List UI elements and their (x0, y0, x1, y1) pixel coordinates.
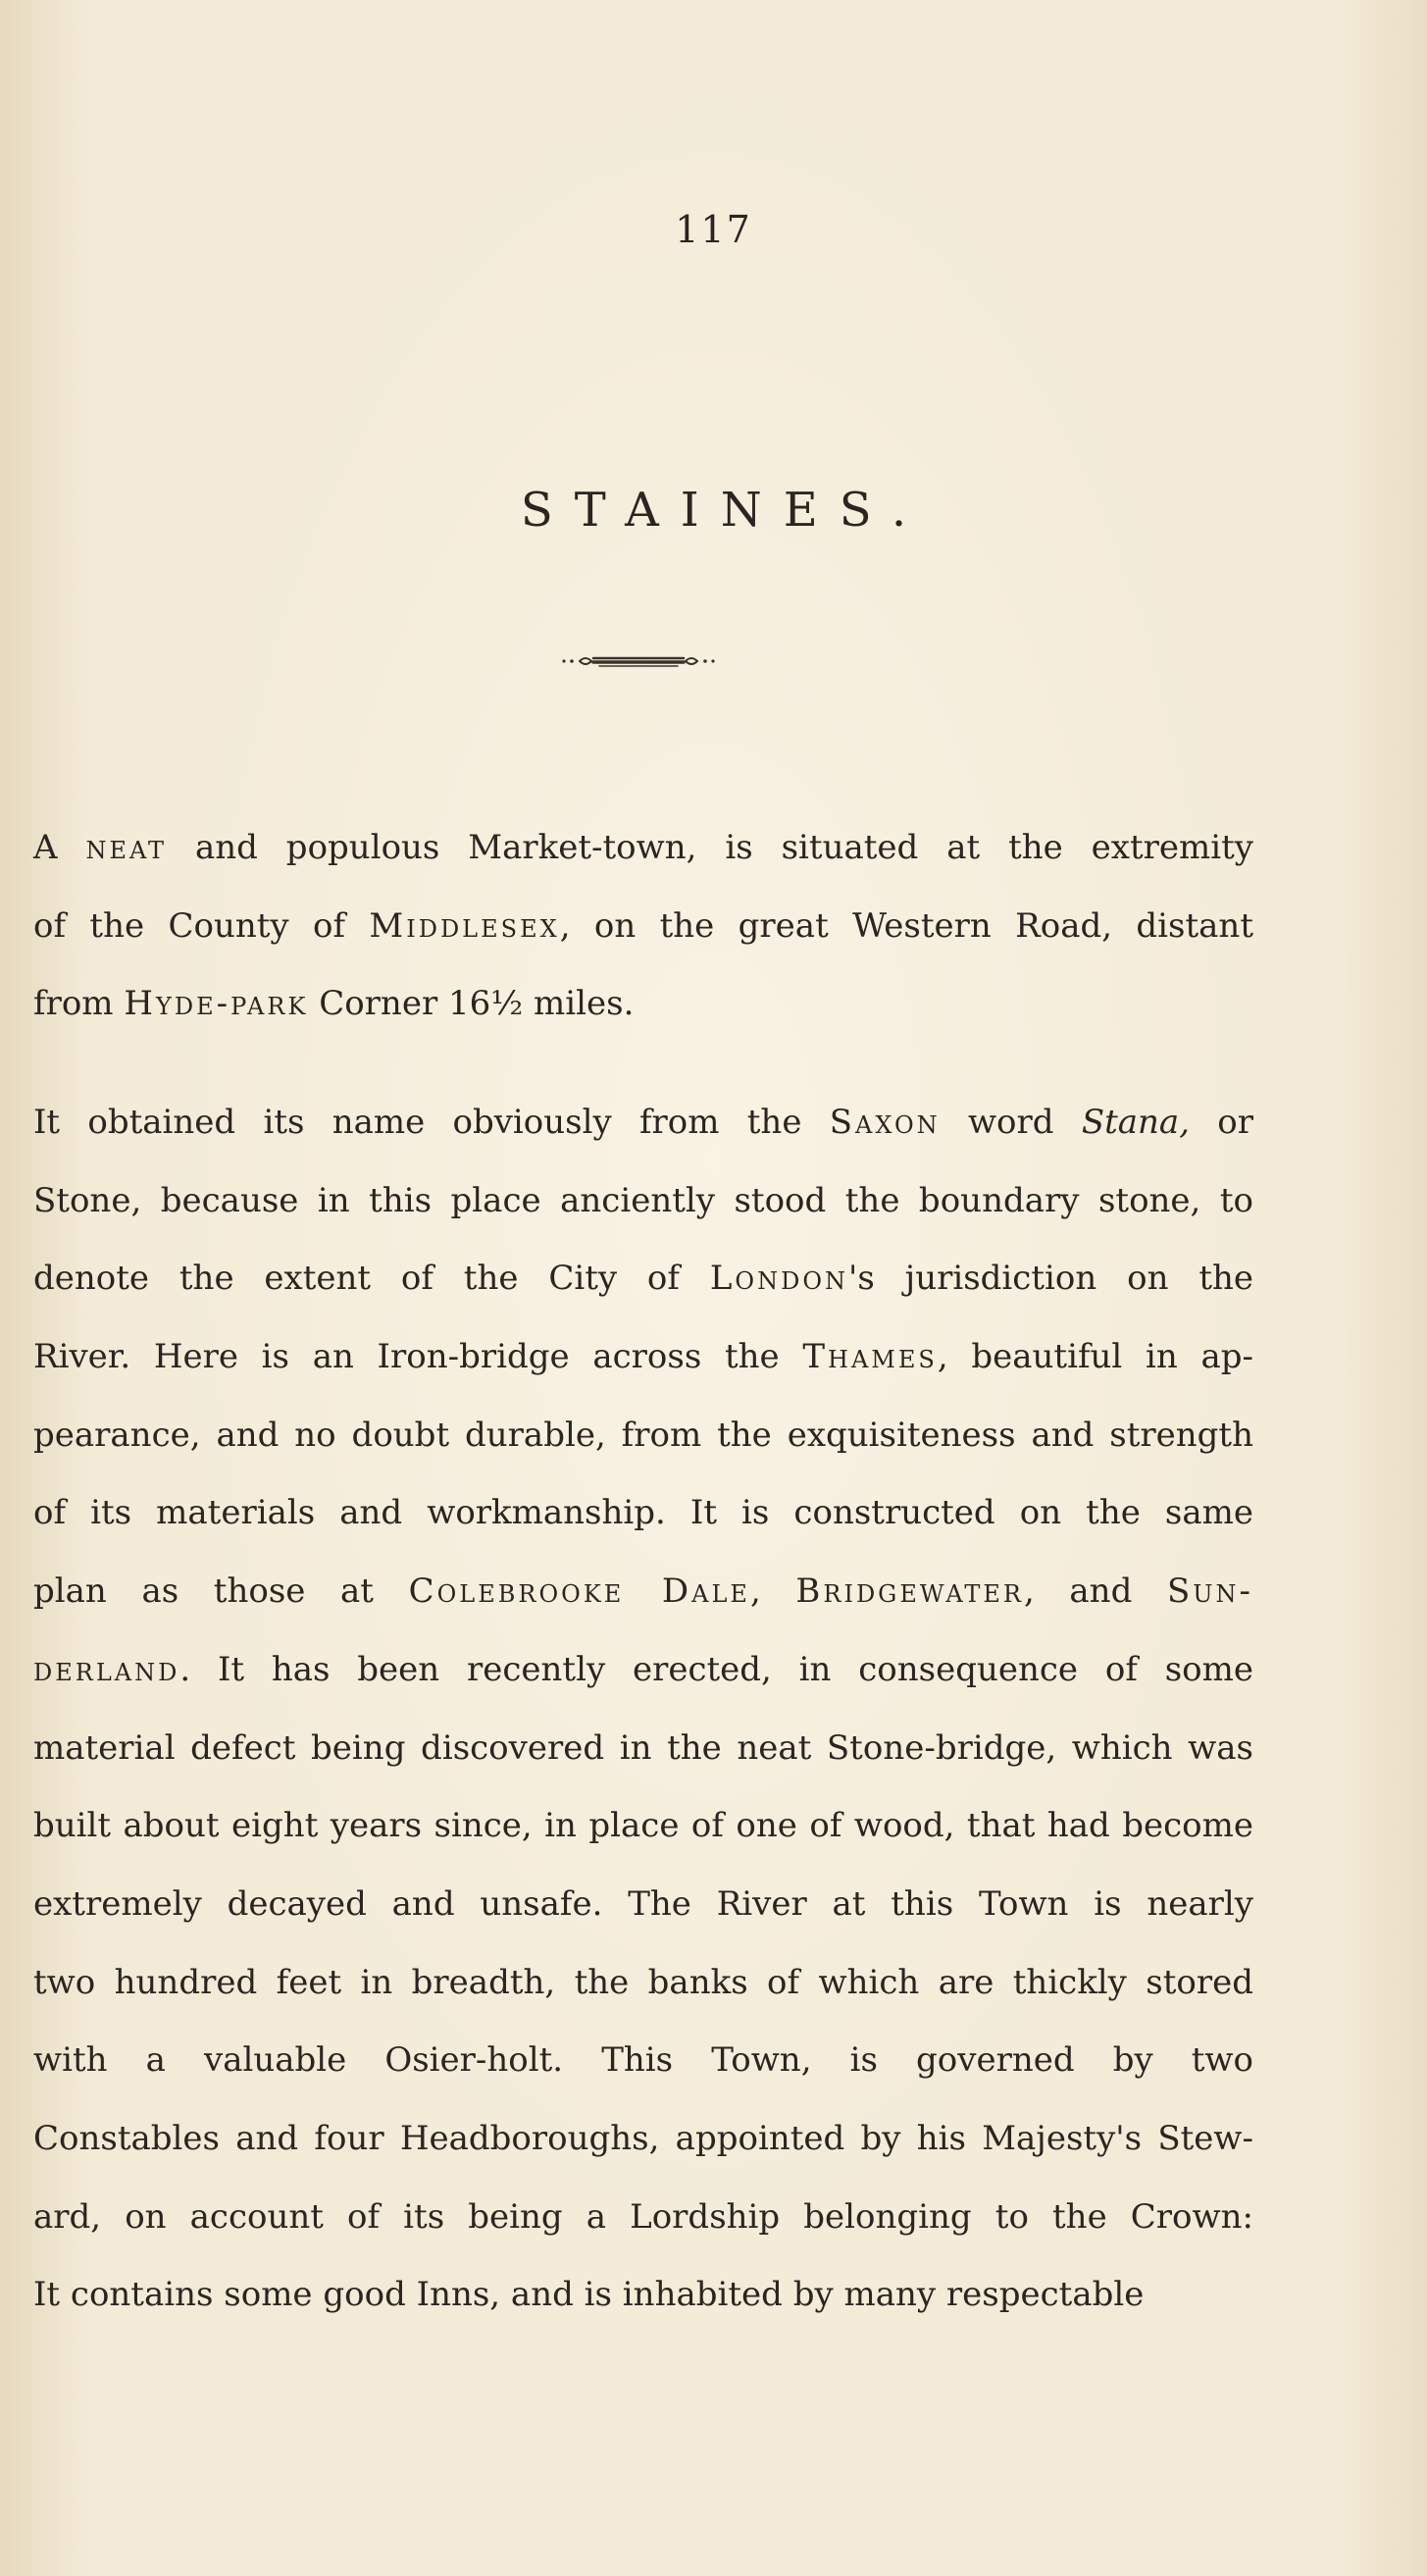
text-line (33, 1084, 1253, 1162)
paragraph-2 (33, 1084, 1253, 2335)
text-line (33, 1318, 1253, 1397)
text-line (33, 1866, 1253, 1944)
text-line (33, 809, 1253, 888)
small-caps-run: Colebrooke Dale (408, 1571, 750, 1612)
text-line (33, 2256, 1253, 2335)
text-run: with a valuable Osier-holt. This Town, is governed by two (33, 2040, 1253, 2081)
text-run: denote the extent of the City of (33, 1259, 710, 1299)
text-run: , (749, 1571, 796, 1612)
small-caps-run: derland (33, 1649, 180, 1689)
text-run: , on the great Western Road, distant (559, 905, 1253, 946)
small-caps-run: Bridgewater (795, 1571, 1024, 1612)
text-line (33, 1162, 1253, 1241)
text-run: . It has been recently erected, in consequence of some (179, 1649, 1253, 1689)
text-run: , and (1023, 1571, 1167, 1612)
small-caps-run: neat (85, 828, 168, 867)
page-number: 117 (675, 208, 752, 251)
text-line (33, 888, 1253, 966)
text-run: of the County of (33, 905, 370, 946)
text-run: River. Here is an Iron-bridge across the (33, 1337, 803, 1377)
text-line (33, 1787, 1253, 1866)
text-run: from (33, 984, 125, 1024)
text-run: plan as those at (33, 1571, 409, 1612)
small-caps-run: Thames (802, 1337, 938, 1377)
text-run: A (33, 828, 86, 867)
italic-run: Stana, (1081, 1103, 1191, 1142)
text-run: , beautiful in ap- (937, 1337, 1253, 1377)
small-caps-run: Saxon (829, 1103, 941, 1142)
text-run: Stone, because in this place anciently stood the boundary stone, to (33, 1180, 1253, 1220)
text-line (33, 1240, 1253, 1318)
text-run: or (1190, 1103, 1254, 1142)
text-run: built about eight years since, in place of one of wood, that had become (33, 1806, 1253, 1846)
text-run: It obtained its name obviously from the (33, 1103, 830, 1142)
text-run: Constables and four Headboroughs, appointed by his Majesty's Stew- (33, 2118, 1253, 2158)
small-caps-run: London (709, 1259, 849, 1299)
text-run: Corner 16½ miles. (308, 984, 635, 1024)
text-run: It contains some good Inns, and is inhabited by many respectable (33, 2275, 1145, 2315)
text-run: pearance, and no doubt durable, from the exquisiteness and strength (33, 1415, 1253, 1455)
text-line (33, 1397, 1253, 1475)
text-run: of its materials and workmanship. It is constructed on the same (33, 1493, 1253, 1533)
text-line (33, 2179, 1253, 2257)
text-line (33, 1553, 1253, 1631)
text-line (33, 2022, 1253, 2100)
chapter-title: STAINES. (520, 483, 929, 538)
text-run: word (940, 1103, 1082, 1142)
small-caps-run: Hyde-park (124, 984, 309, 1024)
text-line (33, 965, 1253, 1044)
text-line (33, 1944, 1253, 2023)
text-run: 's jurisdiction on the (848, 1259, 1253, 1299)
text-run: ard, on account of its being a Lordship belonging to the Crown: (33, 2196, 1253, 2237)
text-line (33, 1474, 1253, 1553)
text-run: extremely decayed and unsafe. The River at this Town is nearly (33, 1883, 1253, 1924)
ornament-rule-icon (556, 650, 733, 672)
text-line (33, 1710, 1253, 1788)
text-run: and populous Market-town, is situated at the extremity (167, 828, 1253, 867)
text-run: material defect being discovered in the neat Stone-bridge, which was (33, 1727, 1253, 1768)
text-line (33, 1631, 1253, 1710)
small-caps-run: Sun- (1166, 1571, 1253, 1612)
text-line (33, 2100, 1253, 2179)
small-caps-run: Middlesex (369, 905, 560, 946)
paragraph-1 (33, 809, 1253, 1044)
text-run: two hundred feet in breadth, the banks of which are thickly stored (33, 1962, 1253, 2002)
